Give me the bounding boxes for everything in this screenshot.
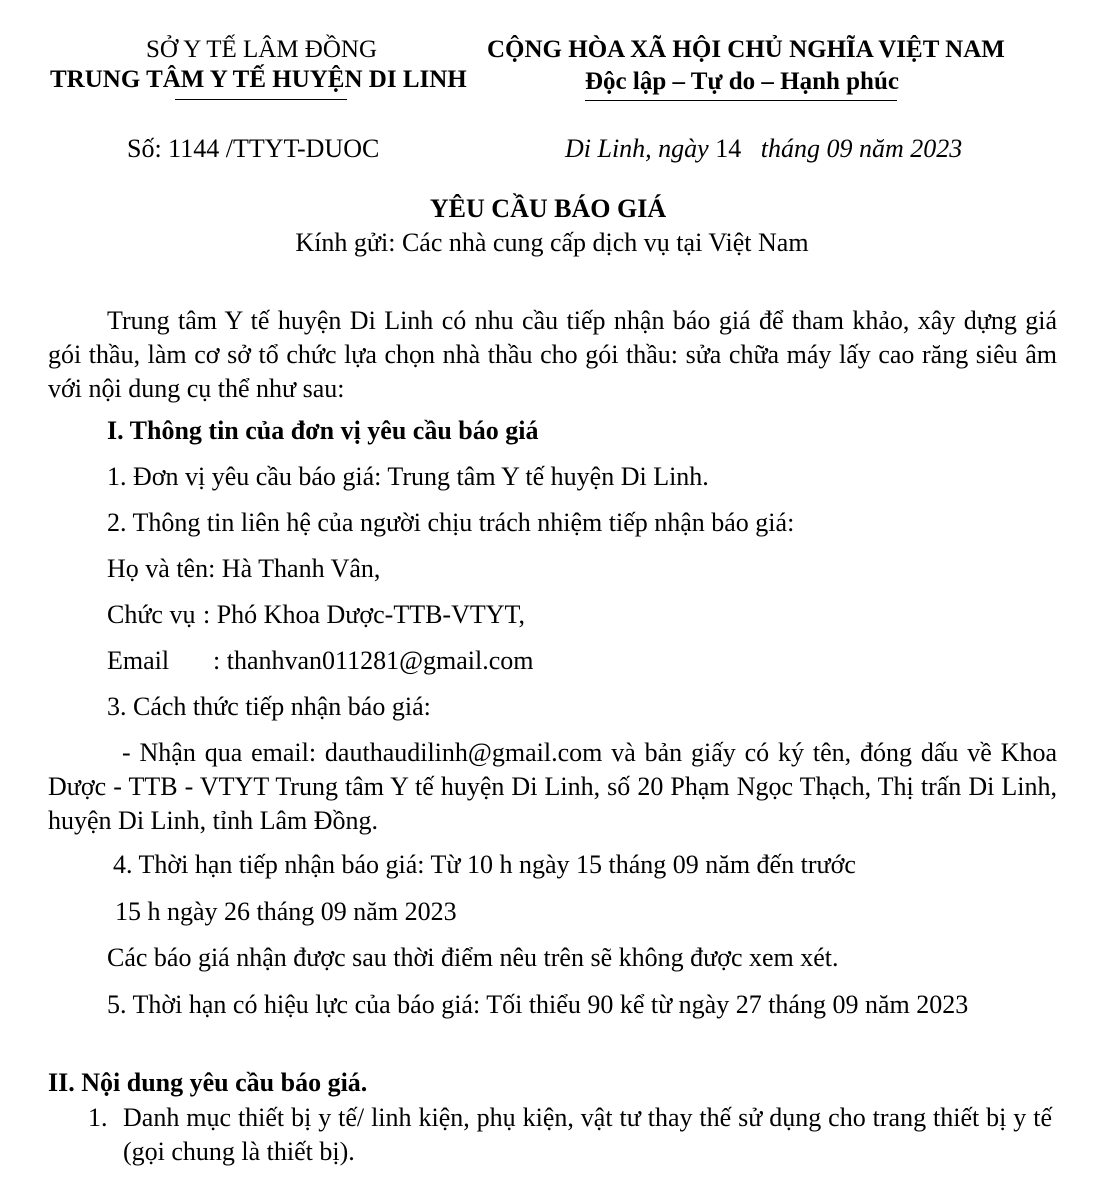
receiving-method-heading: 3. Cách thức tiếp nhận báo giá: — [107, 692, 431, 721]
item-text: Danh mục thiết bị y tế/ linh kiện, phụ kiện, vật tư thay thế sử dụng cho trang thiết bị y tế (gọi chung là thiết bị). — [123, 1103, 1052, 1166]
motto-underline — [585, 100, 897, 101]
date-prefix: Di Linh, ngày — [565, 134, 709, 163]
document-title: YÊU CẦU BÁO GIÁ — [429, 194, 667, 223]
issuing-organization: TRUNG TÂM Y TẾ HUYỆN DI LINH — [50, 66, 467, 93]
national-motto: Độc lập – Tự do – Hạnh phúc — [585, 68, 899, 95]
requesting-unit: 1. Đơn vị yêu cầu báo giá: Trung tâm Y tế huyện Di Linh. — [107, 462, 709, 491]
intro-paragraph: Trung tâm Y tế huyện Di Linh có nhu cầu tiếp nhận báo giá để tham khảo, xây dựng giá gói thầu, làm cơ sở tổ chức lựa chọn nhà thầu cho gói thầu: sửa chữa máy lấy cao răng siêu âm với nội dung cụ thể như sau: — [48, 306, 1057, 403]
receiving-method-email: - Nhận qua email: dauthaudilinh@gmail.com và bản giấy có ký tên, đóng dấu về Khoa Dược - TTB - VTYT Trung tâm Y tế huyện Di Linh, số 20 Phạm Ngọc Thạch, Thị trấn Di Linh, huyện Di Linh, tỉnh Lâm Đồng. — [48, 738, 1057, 835]
deadline-line-1: 4. Thời hạn tiếp nhận báo giá: Từ 10 h ngày 15 tháng 09 năm đến trước — [113, 850, 856, 879]
email-label: Email — [107, 646, 170, 675]
contact-name: Họ và tên: Hà Thanh Vân, — [107, 554, 381, 583]
contact-position — [107, 600, 525, 630]
contact-email — [107, 646, 533, 676]
validity-period: 5. Thời hạn có hiệu lực của báo giá: Tối thiểu 90 kể từ ngày 27 tháng 09 năm 2023 — [107, 990, 969, 1019]
document-number: Số: 1144 /TTYT-DUOC — [127, 134, 380, 163]
date-month-year: tháng 09 năm 2023 — [760, 134, 963, 163]
email-value[interactable]: : thanhvan011281@gmail.com — [213, 646, 534, 675]
position-value: : Phó Khoa Dược-TTB-VTYT, — [203, 600, 525, 629]
date-day: 14 — [715, 134, 742, 163]
section-1-heading: I. Thông tin của đơn vị yêu cầu báo giá — [107, 416, 539, 445]
contact-info-heading: 2. Thông tin liên hệ của người chịu trách nhiệm tiếp nhận báo giá: — [107, 508, 795, 537]
deadline-line-2: 15 h ngày 26 tháng 09 năm 2023 — [115, 897, 457, 926]
document-date — [565, 134, 962, 164]
section-2-heading: II. Nội dung yêu cầu báo giá. — [48, 1068, 368, 1097]
issuing-department: SỞ Y TẾ LÂM ĐỒNG — [146, 36, 378, 63]
recipient-line: Kính gửi: Các nhà cung cấp dịch vụ tại Việt Nam — [295, 228, 809, 257]
national-title: CỘNG HÒA XÃ HỘI CHỦ NGHĨA VIỆT NAM — [487, 36, 1005, 63]
item-number: 1. — [88, 1103, 108, 1132]
organization-underline — [175, 99, 347, 100]
late-submission-note: Các báo giá nhận được sau thời điểm nêu trên sẽ không được xem xét. — [107, 943, 839, 972]
position-label: Chức vụ — [107, 600, 196, 629]
